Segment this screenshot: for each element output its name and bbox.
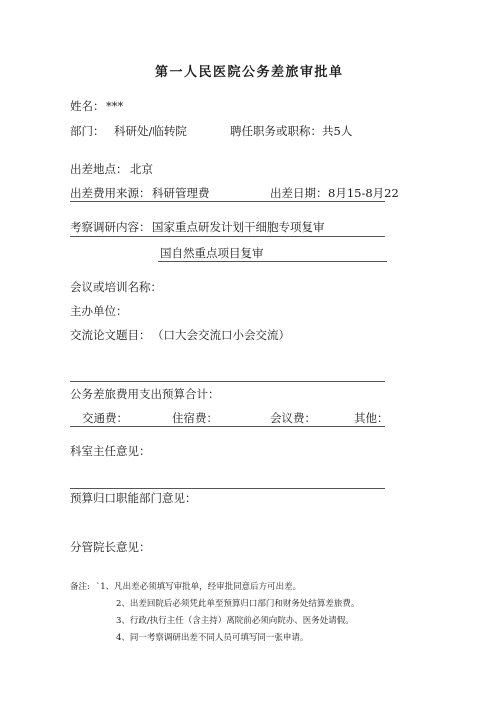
budget-label: 公务差旅费用支出预算合计： [70, 387, 220, 401]
research-line-2: 国自然重点项目复审 [160, 246, 264, 260]
notes-prefix: 备注: [70, 582, 90, 592]
research-line-1: 国家重点研发计划干细胞专项复审 [152, 220, 325, 234]
budget-transport: 交通费： [82, 411, 128, 425]
meeting-label: 会议或培训名称： [70, 280, 162, 294]
funding-value: 科研管理费 [152, 186, 210, 200]
budget-conference: 会议费： [270, 411, 316, 425]
budget-other: 其他： [354, 411, 389, 425]
department-value: 科研处/临转院 [114, 124, 187, 138]
budget-top-line [70, 381, 385, 382]
location-label: 出差地点： [70, 162, 128, 176]
vice-president-opinion-label: 分管院长意见： [70, 540, 151, 554]
dept-head-opinion-label: 科室主任意见： [70, 444, 151, 458]
dates-label: 出差日期： [270, 186, 328, 200]
funding-label: 出差费用来源： [70, 186, 151, 200]
note-item-2: 2、出差回院后必须凭此单至预算归口部门和财务处结算差旅费。 [116, 599, 360, 609]
position-label: 聘任职务或职称： [230, 124, 322, 138]
position-value: 共5人 [322, 124, 353, 138]
research-underline-1 [70, 236, 385, 237]
funding-underline [70, 201, 385, 202]
department-label: 部门： [70, 124, 105, 138]
paper-options: （口大会交流口小会交流） [152, 328, 290, 342]
research-label: 考察调研内容： [70, 220, 151, 234]
note-item-3: 3、行政/执行主任（含主持）离院前必须向院办、医务处请假。 [116, 616, 354, 626]
note-item-1: `1、凡出差必须填写审批单，经审批同意后方可出差。 [96, 582, 302, 592]
budget-dept-line [70, 488, 385, 489]
budget-bottom-line [70, 426, 385, 427]
budget-dept-opinion-label: 预算归口职能部门意见： [70, 491, 197, 505]
dates-value: 8月15-8月22 [328, 186, 399, 200]
location-value: 北京 [130, 162, 153, 176]
note-item-4: 4、同一考察调研出差不同人员可填写同一张申请。 [116, 633, 309, 643]
budget-lodging: 住宿费： [172, 411, 218, 425]
form-title: 第一人民医院公务差旅审批单 [155, 65, 344, 80]
research-underline-2 [158, 261, 387, 262]
paper-label: 交流论文题目： [70, 328, 151, 342]
name-label: 姓名： [70, 99, 105, 113]
name-value: *** [106, 99, 124, 113]
organizer-label: 主办单位： [70, 304, 128, 318]
